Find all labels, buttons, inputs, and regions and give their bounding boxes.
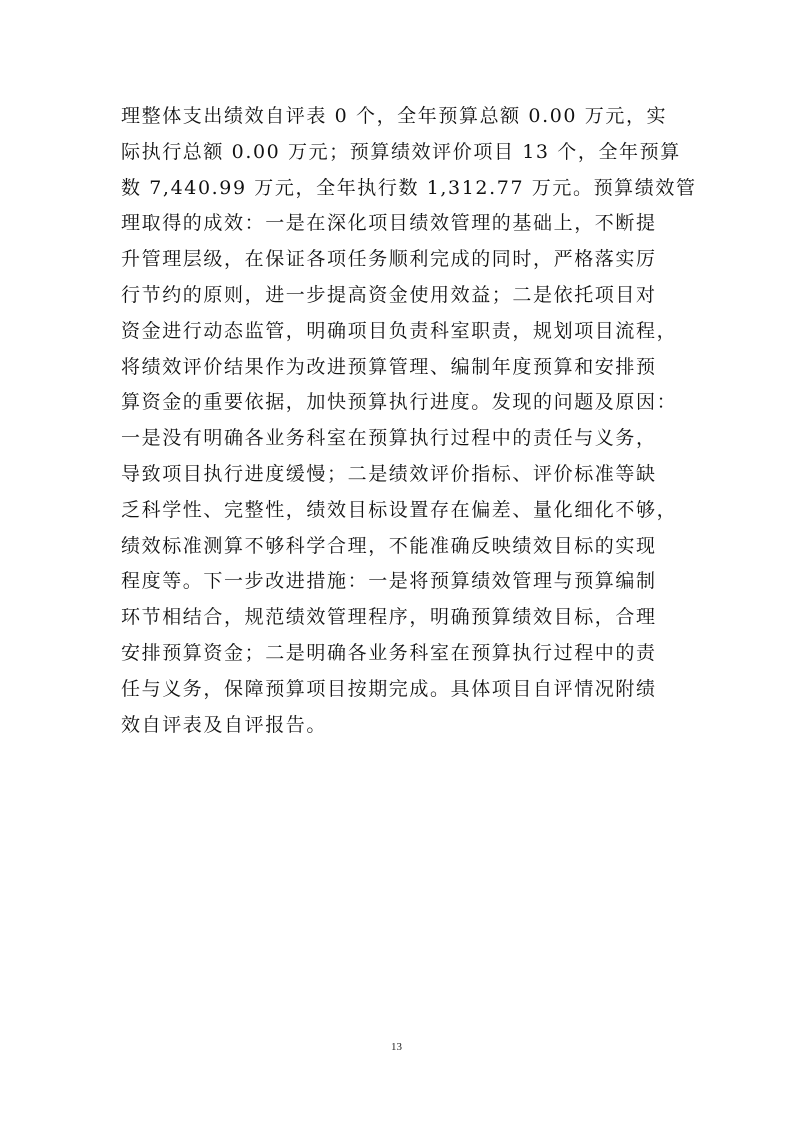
- text-line: 理取得的成效：一是在深化项目绩效管理的基础上，不断提: [121, 212, 657, 235]
- text-line: 数 7,440.99 万元，全年执行数 1,312.77 万元。预算绩效管: [121, 176, 697, 199]
- text-line: 安排预算资金；二是明确各业务科室在预算执行过程中的责: [121, 641, 657, 664]
- text-line: 升管理层级，在保证各项任务顺利完成的同时，严格落实厉: [121, 248, 657, 271]
- text-line: 理整体支出绩效自评表 0 个，全年预算总额 0.00 万元，实: [121, 105, 668, 127]
- text-line: 资金进行动态监管，明确项目负责科室职责，规划项目流程，: [121, 319, 678, 342]
- text-line: 导致项目执行进度缓慢；二是绩效评价指标、评价标准等缺: [121, 462, 657, 485]
- text-line: 环节相结合，规范绩效管理程序，明确预算绩效目标，合理: [121, 606, 657, 629]
- text-line: 一是没有明确各业务科室在预算执行过程中的责任与义务，: [121, 427, 657, 450]
- text-line: 际执行总额 0.00 万元；预算绩效评价项目 13 个，全年预算: [121, 140, 681, 163]
- page-number: 13: [391, 1041, 402, 1053]
- text-line: 绩效标准测算不够科学合理，不能准确反映绩效目标的实现: [121, 534, 657, 557]
- text-line: 乏科学性、完整性，绩效目标设置存在偏差、量化细化不够，: [121, 498, 678, 521]
- text-line: 行节约的原则，进一步提高资金使用效益；二是依托项目对: [121, 283, 657, 306]
- text-line: 效自评表及自评报告。: [121, 713, 328, 736]
- text-line: 程度等。下一步改进措施：一是将预算绩效管理与预算编制: [121, 570, 657, 593]
- body-paragraph: [121, 99, 697, 743]
- text-line: 任与义务，保障预算项目按期完成。具体项目自评情况附绩: [121, 677, 657, 700]
- text-line: 将绩效评价结果作为改进预算管理、编制年度预算和安排预: [121, 355, 657, 378]
- text-line: 算资金的重要依据，加快预算执行进度。发现的问题及原因：: [121, 391, 678, 414]
